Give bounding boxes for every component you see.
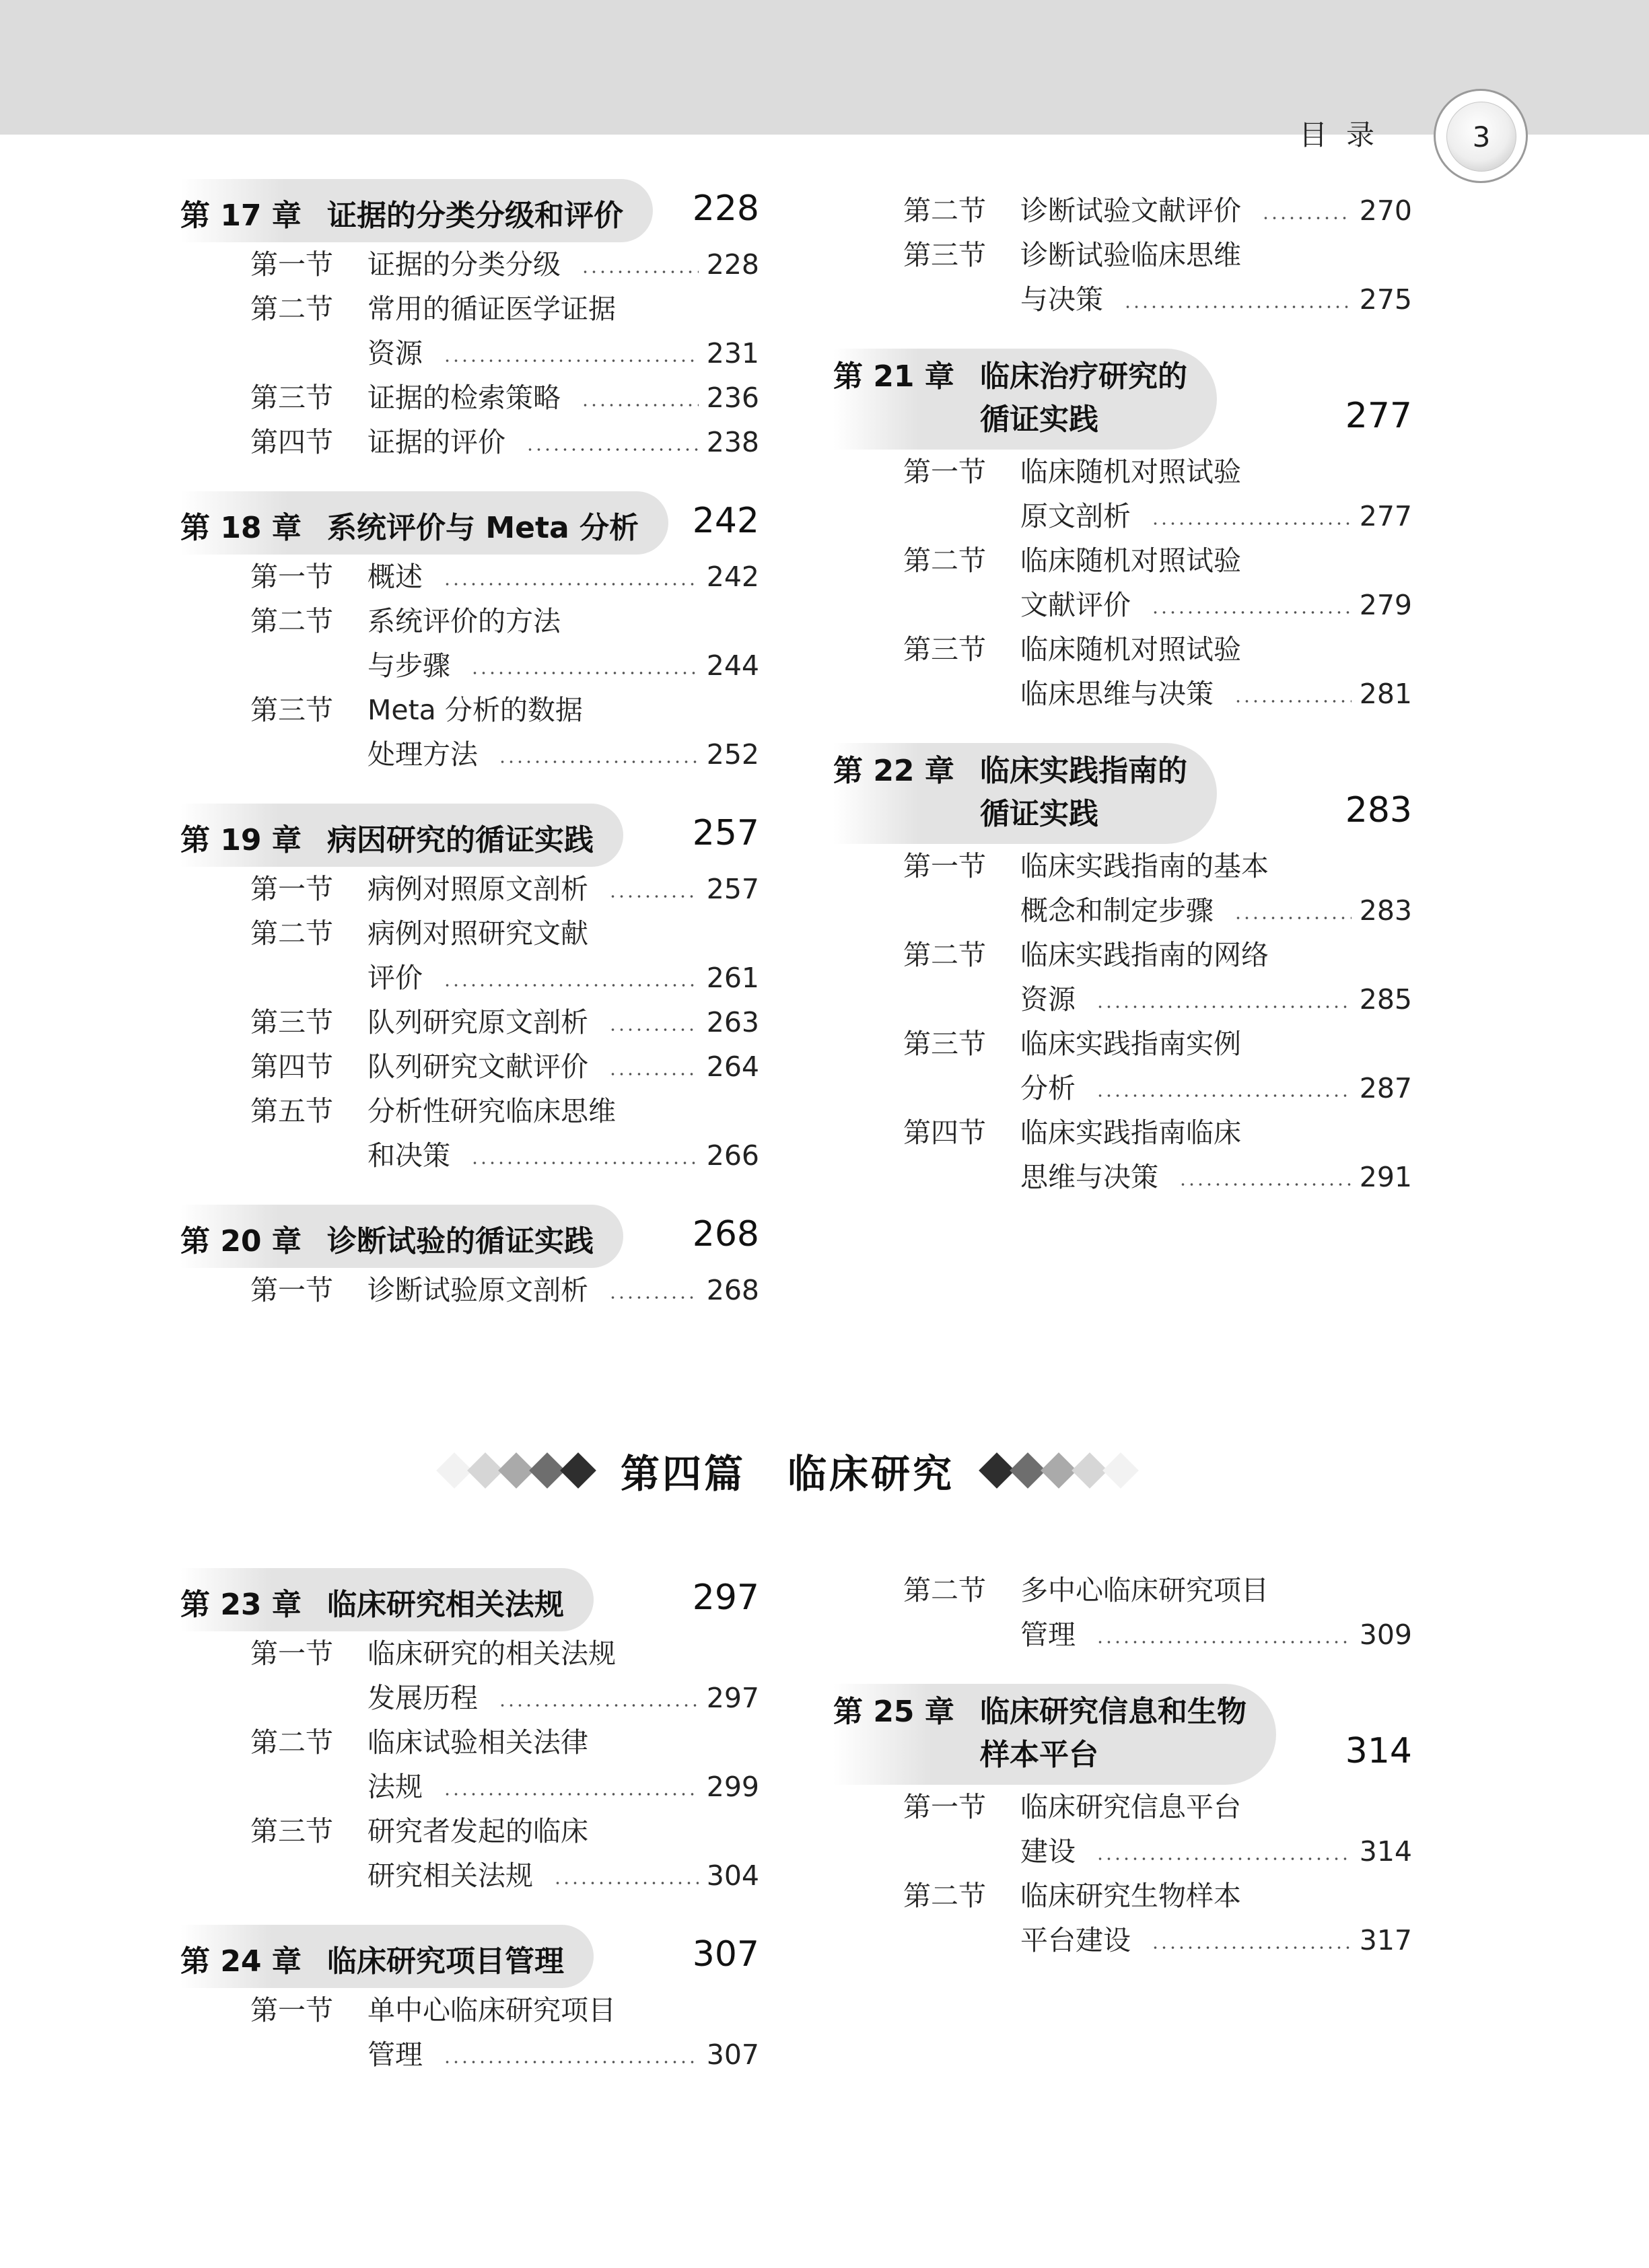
section-entry — [903, 1874, 1412, 1962]
section-entry — [903, 233, 1412, 322]
section-entry — [250, 376, 759, 420]
chapter-number: 第 18 章 — [180, 511, 302, 545]
section-title-line: 证据的分类分级 — [367, 248, 561, 281]
section-title-line: 临床思维与决策 — [1020, 678, 1214, 710]
chapter-title-pill — [180, 1925, 594, 1988]
section-label: 第二节 — [903, 544, 986, 577]
section-body — [367, 867, 759, 911]
chapter-heading — [180, 491, 759, 555]
section-title-line: 与决策 — [1020, 283, 1103, 316]
section-body — [1020, 844, 1412, 933]
dot-leader — [608, 1296, 699, 1299]
dot-leader — [1151, 1946, 1352, 1949]
chapter-title-pill — [833, 743, 1217, 844]
chapter-title: 临床研究相关法规 — [327, 1588, 564, 1622]
section-title-line: 队列研究文献评价 — [367, 1051, 588, 1083]
section-label: 第三节 — [903, 239, 986, 271]
section-entry — [250, 688, 759, 777]
section-page-number: 307 — [706, 2039, 759, 2071]
section-title-row — [1020, 277, 1412, 322]
section-title-row — [367, 376, 759, 420]
dot-leader — [470, 1162, 699, 1164]
section-entry — [250, 1809, 759, 1898]
chapter-number: 第 20 章 — [180, 1224, 302, 1259]
chapter-heading — [180, 1568, 759, 1631]
dot-leader — [1234, 917, 1352, 919]
chapter-heading — [180, 804, 759, 867]
section-body — [367, 1089, 759, 1178]
section-title-line: Meta 分析的数据 — [367, 694, 583, 726]
section-body — [1020, 933, 1412, 1022]
section-label: 第三节 — [250, 1006, 333, 1038]
section-entry — [250, 1720, 759, 1809]
section-page-number: 297 — [706, 1682, 759, 1714]
toc-column-top-right — [833, 188, 1412, 1226]
section-page-number: 268 — [706, 1274, 759, 1306]
chapter-title: 临床治疗研究的 — [980, 359, 1187, 394]
section-entry — [903, 1785, 1412, 1874]
chapter-entry — [833, 349, 1412, 716]
diamond-ornament-left-icon — [439, 1458, 594, 1483]
chapter-title: 病因研究的循证实践 — [327, 823, 594, 857]
section-title-line: 概念和制定步骤 — [1020, 894, 1214, 927]
section-title-line: 系统评价的方法 — [367, 605, 561, 637]
section-title-row — [367, 1268, 759, 1312]
chapter-title-line2: 循证实践 — [980, 402, 1098, 437]
section-title-line: 与步骤 — [367, 649, 450, 682]
section-label: 第二节 — [250, 917, 333, 950]
section-title-line: 多中心临床研究项目 — [1020, 1574, 1269, 1606]
section-title-row — [367, 732, 759, 777]
section-page-number: 263 — [706, 1006, 759, 1038]
section-page-number: 277 — [1359, 500, 1412, 532]
dot-leader — [608, 895, 699, 898]
section-label: 第四节 — [250, 1051, 333, 1083]
section-page-number: 242 — [706, 561, 759, 593]
section-body — [367, 1631, 759, 1720]
dot-leader — [1096, 1857, 1352, 1860]
section-title-line: 单中心临床研究项目 — [367, 1994, 616, 2026]
section-entry — [903, 188, 1412, 233]
section-title-row — [367, 1765, 759, 1809]
chapter-number: 第 25 章 — [833, 1695, 954, 1729]
chapter-heading — [180, 1205, 759, 1268]
section-title-row — [1020, 888, 1412, 933]
section-title-row — [1020, 1613, 1412, 1657]
chapter-number: 第 21 章 — [833, 359, 954, 394]
section-title-line: 处理方法 — [367, 738, 478, 771]
section-label: 第一节 — [250, 1994, 333, 2026]
section-title-line: 病例对照原文剖析 — [367, 873, 588, 905]
chapter-page-number: 314 — [1345, 1731, 1412, 1771]
dot-leader — [443, 359, 699, 362]
chapter-title-pill — [180, 179, 653, 242]
section-title-line: 资源 — [367, 337, 423, 369]
section-body — [1020, 627, 1412, 716]
section-entry — [250, 1044, 759, 1089]
chapter-title-pill — [833, 1684, 1276, 1785]
section-label: 第三节 — [250, 382, 333, 414]
section-entry — [250, 287, 759, 376]
section-body — [367, 599, 759, 688]
section-body — [367, 420, 759, 464]
section-title-line: 临床研究生物样本 — [1020, 1880, 1241, 1912]
section-body — [367, 1000, 759, 1044]
section-entry — [903, 1568, 1412, 1657]
section-page-number: 299 — [706, 1771, 759, 1803]
section-title-line: 证据的评价 — [367, 426, 505, 458]
section-entry — [250, 911, 759, 1000]
chapter-number: 第 22 章 — [833, 754, 954, 788]
section-title-row — [367, 1044, 759, 1089]
section-title-row — [367, 420, 759, 464]
section-entry — [903, 1022, 1412, 1110]
chapter-heading — [180, 179, 759, 242]
section-page-number: 287 — [1359, 1072, 1412, 1104]
section-title-line: 建设 — [1020, 1835, 1076, 1868]
chapter-title-pill — [180, 1205, 623, 1268]
toc-column-bottom-right — [833, 1568, 1412, 1989]
dot-leader — [498, 1704, 699, 1707]
section-label: 第二节 — [903, 1880, 986, 1912]
section-title-row — [367, 956, 759, 1000]
section-entry — [250, 599, 759, 688]
chapter-title-pill — [833, 349, 1217, 450]
section-page-number: 317 — [1359, 1924, 1412, 1956]
section-title-row — [1020, 1918, 1412, 1962]
chapter-page-number: 268 — [692, 1214, 759, 1254]
section-label: 第四节 — [250, 426, 333, 458]
section-label: 第二节 — [250, 1726, 333, 1759]
section-body — [367, 376, 759, 420]
section-body — [1020, 188, 1412, 233]
section-title-row — [367, 1000, 759, 1044]
dot-leader — [443, 1793, 699, 1796]
section-page-number: 285 — [1359, 983, 1412, 1016]
section-body — [1020, 538, 1412, 627]
chapter-heading — [833, 743, 1412, 844]
section-body — [367, 1268, 759, 1312]
section-page-number: 261 — [706, 962, 759, 994]
dot-leader — [1096, 1641, 1352, 1643]
dot-leader — [1179, 1183, 1352, 1186]
section-page-number: 238 — [706, 426, 759, 458]
dot-leader — [581, 404, 699, 406]
section-entry — [250, 1631, 759, 1720]
chapter-heading — [833, 1684, 1412, 1785]
dot-leader — [526, 448, 699, 451]
dot-leader — [1123, 306, 1352, 308]
section-page-number: 291 — [1359, 1161, 1412, 1193]
section-title-line: 概述 — [367, 561, 423, 593]
dot-leader — [443, 984, 699, 987]
section-page-number: 257 — [706, 873, 759, 905]
chapter-title-pill — [180, 491, 668, 555]
chapter-entry — [180, 1925, 759, 2077]
section-page-number: 264 — [706, 1051, 759, 1083]
section-body — [367, 242, 759, 287]
section-title-line: 法规 — [367, 1771, 423, 1803]
section-page-number: 309 — [1359, 1619, 1412, 1651]
section-body — [1020, 1785, 1412, 1874]
section-body — [367, 911, 759, 1000]
dot-leader — [443, 2061, 699, 2063]
chapter-entry — [833, 743, 1412, 1199]
section-title-line: 病例对照研究文献 — [367, 917, 588, 950]
section-title-line: 证据的检索策略 — [367, 382, 561, 414]
section-title-line: 临床随机对照试验 — [1020, 633, 1241, 666]
section-body — [1020, 1874, 1412, 1962]
chapter-page-number: 283 — [1345, 790, 1412, 830]
dot-leader — [1234, 700, 1352, 703]
section-title-line: 和决策 — [367, 1139, 450, 1172]
section-body — [1020, 1022, 1412, 1110]
section-body — [1020, 1568, 1412, 1657]
section-title-row — [367, 242, 759, 287]
chapter-page-number: 242 — [692, 501, 759, 541]
chapter-number: 第 17 章 — [180, 199, 302, 233]
section-title-row — [1020, 1066, 1412, 1110]
chapter-page-number: 257 — [692, 813, 759, 853]
section-title-row — [1020, 583, 1412, 627]
section-title-row — [1020, 188, 1412, 233]
dot-leader — [498, 760, 699, 763]
section-title-line: 分析 — [1020, 1072, 1076, 1104]
section-title-line: 队列研究原文剖析 — [367, 1006, 588, 1038]
section-label: 第三节 — [903, 1028, 986, 1060]
section-title-line: 临床实践指南实例 — [1020, 1028, 1241, 1060]
section-label: 第一节 — [250, 561, 333, 593]
chapter-number: 第 23 章 — [180, 1588, 302, 1622]
diamond-ornament-right-icon — [981, 1458, 1136, 1483]
dot-leader — [1261, 217, 1352, 219]
section-title-row — [367, 643, 759, 688]
section-body — [367, 1809, 759, 1898]
dot-leader — [581, 271, 699, 273]
chapter-entry — [180, 491, 759, 777]
section-label: 第五节 — [250, 1095, 333, 1127]
section-title-row — [1020, 1829, 1412, 1874]
section-entry — [250, 555, 759, 599]
section-page-number: 231 — [706, 337, 759, 369]
section-title-line: 临床随机对照试验 — [1020, 456, 1241, 488]
section-title-row — [367, 331, 759, 376]
chapter-title: 系统评价与 Meta 分析 — [327, 511, 639, 545]
dot-leader — [1096, 1005, 1352, 1008]
section-page-number: 275 — [1359, 283, 1412, 316]
section-title-line: 诊断试验文献评价 — [1020, 194, 1241, 227]
dot-leader — [608, 1028, 699, 1031]
part-banner — [464, 1440, 1111, 1501]
dot-leader — [553, 1882, 699, 1884]
section-title-row — [367, 555, 759, 599]
chapter-title: 临床研究项目管理 — [327, 1944, 564, 1979]
section-label: 第四节 — [903, 1117, 986, 1149]
section-body — [1020, 1110, 1412, 1199]
toc-column-top-left — [180, 179, 759, 1339]
page-number: 3 — [1446, 102, 1516, 172]
chapter-heading — [833, 349, 1412, 450]
chapter-title: 诊断试验的循证实践 — [327, 1224, 594, 1259]
page-header-title: 目录 — [1299, 118, 1394, 151]
section-page-number: 270 — [1359, 194, 1412, 227]
section-label: 第一节 — [903, 456, 986, 488]
section-entry — [250, 1089, 759, 1178]
section-title-line: 原文剖析 — [1020, 500, 1131, 532]
chapter-page-number: 228 — [692, 188, 759, 229]
section-title-line: 资源 — [1020, 983, 1076, 1016]
section-title-line: 管理 — [367, 2039, 423, 2071]
section-page-number: 228 — [706, 248, 759, 281]
chapter-title-line2: 样本平台 — [980, 1738, 1098, 1772]
section-label: 第二节 — [903, 939, 986, 971]
chapter-entry — [180, 804, 759, 1178]
section-entry — [903, 844, 1412, 933]
chapter-entry — [180, 179, 759, 464]
section-title-line: 诊断试验临床思维 — [1020, 239, 1241, 271]
chapter-page-number: 307 — [692, 1934, 759, 1975]
section-entry — [250, 867, 759, 911]
section-page-number: 279 — [1359, 589, 1412, 621]
section-title-row — [367, 867, 759, 911]
section-entry — [903, 450, 1412, 538]
section-entry — [903, 538, 1412, 627]
section-entry — [250, 420, 759, 464]
dot-leader — [1096, 1094, 1352, 1097]
section-body — [367, 1720, 759, 1809]
dot-leader — [1151, 522, 1352, 525]
section-title-line: 分析性研究临床思维 — [367, 1095, 616, 1127]
section-title-row — [367, 1133, 759, 1178]
section-title-line: 研究者发起的临床 — [367, 1815, 588, 1847]
chapter-entry — [833, 188, 1412, 322]
dot-leader — [608, 1073, 699, 1075]
section-body — [367, 1044, 759, 1089]
chapter-entry — [180, 1568, 759, 1898]
section-body — [367, 555, 759, 599]
section-label: 第一节 — [903, 1791, 986, 1823]
chapter-entry — [833, 1684, 1412, 1962]
section-title-row — [367, 1853, 759, 1898]
section-label: 第二节 — [903, 194, 986, 227]
section-title-line: 思维与决策 — [1020, 1161, 1158, 1193]
chapter-page-number: 297 — [692, 1578, 759, 1618]
page-number-badge — [1434, 89, 1528, 183]
section-entry — [250, 1000, 759, 1044]
section-label: 第二节 — [903, 1574, 986, 1606]
section-title-line: 发展历程 — [367, 1682, 478, 1714]
section-title-line: 研究相关法规 — [367, 1859, 533, 1892]
chapter-heading — [180, 1925, 759, 1988]
section-title-row — [367, 2032, 759, 2077]
chapter-title-line2: 循证实践 — [980, 797, 1098, 831]
section-label: 第一节 — [250, 873, 333, 905]
section-entry — [903, 933, 1412, 1022]
chapter-title: 临床实践指南的 — [980, 754, 1187, 788]
section-label: 第一节 — [903, 850, 986, 882]
section-title-line: 临床研究信息平台 — [1020, 1791, 1241, 1823]
section-title-line: 文献评价 — [1020, 589, 1131, 621]
section-page-number: 244 — [706, 649, 759, 682]
section-title-row — [1020, 977, 1412, 1022]
section-title-line: 临床实践指南的网络 — [1020, 939, 1269, 971]
chapter-title: 证据的分类分级和评价 — [327, 199, 623, 233]
section-body — [367, 287, 759, 376]
chapter-title: 临床研究信息和生物 — [980, 1695, 1247, 1729]
chapter-entry — [833, 1568, 1412, 1657]
chapter-entry — [180, 1205, 759, 1312]
section-body — [1020, 233, 1412, 322]
section-title-line: 临床研究的相关法规 — [367, 1637, 616, 1670]
section-title-line: 管理 — [1020, 1619, 1076, 1651]
section-body — [367, 1988, 759, 2077]
chapter-number: 第 19 章 — [180, 823, 302, 857]
section-label: 第二节 — [250, 293, 333, 325]
section-title-row — [1020, 494, 1412, 538]
section-entry — [250, 242, 759, 287]
section-entry — [250, 1988, 759, 2077]
section-title-line: 平台建设 — [1020, 1924, 1131, 1956]
section-title-line: 诊断试验原文剖析 — [367, 1274, 588, 1306]
section-entry — [903, 627, 1412, 716]
section-label: 第一节 — [250, 1637, 333, 1670]
section-title-line: 评价 — [367, 962, 423, 994]
section-title-line: 临床实践指南的基本 — [1020, 850, 1269, 882]
chapter-title-pill — [180, 804, 623, 867]
section-label: 第一节 — [250, 1274, 333, 1306]
section-title-line: 临床随机对照试验 — [1020, 544, 1241, 577]
section-entry — [903, 1110, 1412, 1199]
section-label: 第三节 — [250, 1815, 333, 1847]
section-body — [1020, 450, 1412, 538]
section-entry — [250, 1268, 759, 1312]
chapter-title-pill — [180, 1568, 594, 1631]
section-label: 第三节 — [903, 633, 986, 666]
section-label: 第一节 — [250, 248, 333, 281]
section-body — [367, 688, 759, 777]
dot-leader — [470, 672, 699, 674]
section-title-line: 临床试验相关法律 — [367, 1726, 588, 1759]
dot-leader — [1151, 611, 1352, 614]
section-label: 第二节 — [250, 605, 333, 637]
section-page-number: 304 — [706, 1859, 759, 1892]
section-title-row — [1020, 672, 1412, 716]
section-title-line: 常用的循证医学证据 — [367, 293, 616, 325]
toc-column-bottom-left — [180, 1568, 759, 2104]
section-page-number: 314 — [1359, 1835, 1412, 1868]
section-page-number: 236 — [706, 382, 759, 414]
section-page-number: 252 — [706, 738, 759, 771]
section-page-number: 281 — [1359, 678, 1412, 710]
section-page-number: 266 — [706, 1139, 759, 1172]
section-title-row — [367, 1676, 759, 1720]
part-title: 第四篇 临床研究 — [621, 1451, 955, 1497]
dot-leader — [443, 583, 699, 586]
chapter-number: 第 24 章 — [180, 1944, 302, 1979]
section-title-line: 临床实践指南临床 — [1020, 1117, 1241, 1149]
header-band — [0, 0, 1649, 135]
chapter-page-number: 277 — [1345, 396, 1412, 436]
section-page-number: 283 — [1359, 894, 1412, 927]
section-title-row — [1020, 1155, 1412, 1199]
section-label: 第三节 — [250, 694, 333, 726]
